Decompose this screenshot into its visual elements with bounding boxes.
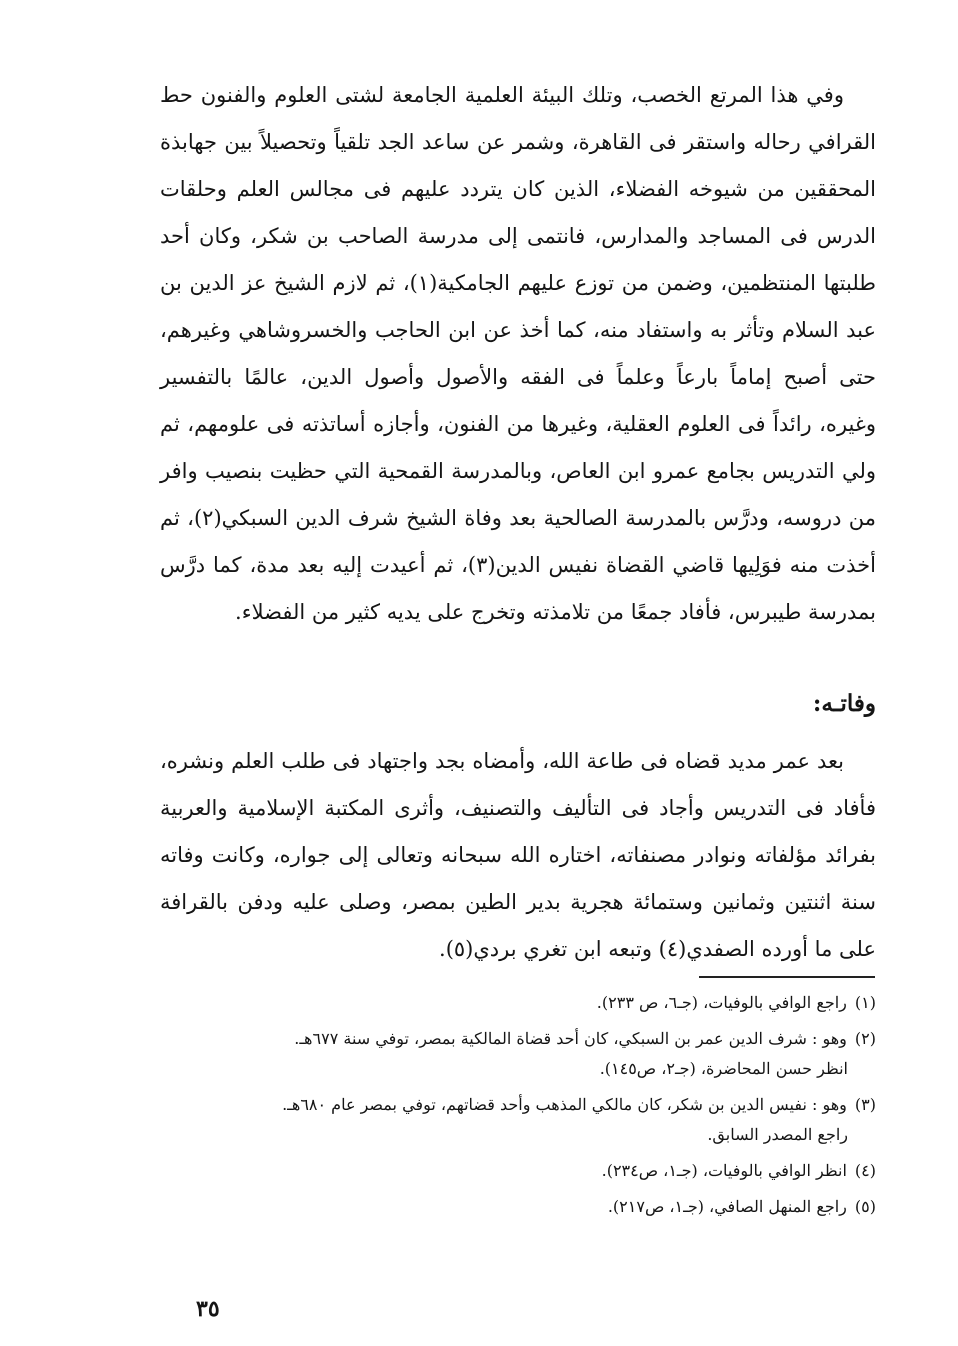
footnote-text: وهو : نفيس الدين بن شكر، كان مالكي المذهب وأحد قضاتهم، توفي بمصر عام ٦٨٠هـ. — [282, 1095, 847, 1114]
death-section — [160, 738, 876, 973]
footnote-number: (١) — [854, 993, 876, 1012]
footnote-number: (٤) — [854, 1161, 876, 1180]
death-paragraph: بعد عمر مديد قضاه فى طاعة الله، وأمضاه بجد واجتهاد فى طلب العلم ونشره، فأفاد فى التدريس وأجاد فى التأليف والتصنيف، وأثرى المكتبة الإسلامية والعربية بفرائد مؤلفاته ونوادر مصنفاته، اختاره الله سبحانه وتعالى إلى جواره، وكانت وفاته سنة اثنتين وثمانين وستمائة هجرية بدير الطين بمصر، وصلى عليه ودفن بالقرافة على ما أورده الصفدي(٤) وتبعه ابن تغري بردي(٥). — [160, 749, 876, 961]
footnote-text: راجع المنهل الصافي، (جـ١، ص٢١٧). — [607, 1197, 847, 1216]
footnote-number: (٥) — [854, 1197, 876, 1216]
footnote-separator — [699, 976, 875, 978]
page-number: ٣٥ — [196, 1296, 220, 1322]
footnote-text: انظر الوافي بالوفيات، (جـ١، ص٢٣٤). — [601, 1161, 847, 1180]
footnote-number: (٢) — [854, 1029, 876, 1048]
footnote-1 — [160, 988, 876, 1018]
footnote-text: راجع الوافي بالوفيات، (جـ٦، ص ٢٣٣). — [596, 993, 847, 1012]
intro-paragraph: وفي هذا المرتع الخصب، وتلك البيئة العلمية الجامعة لشتى العلوم والفنون حط القرافي رحاله واستقر فى القاهرة، وشمر عن ساعد الجد تلقياً وتحصيلاً بين جهابذة المحققين من شيوخه الفضلاء، الذين كان يتردد عليهم فى مجالس العلم وحلقات الدرس فى المساجد والمدارس، فانتمى إلى مدرسة الصاحب بن شكر، وكان أحد طلبتها المنتظمين، وضمن من توزع عليهم الجامكية(١)، ثم لازم الشيخ عز الدين بن عبد السلام وتأثر به واستفاد منه، كما أخذ عن ابن الحاجب والخسروشاهي وغيرهم، حتى أصبح إماماً بارعاً وعلماً فى الفقه والأصول وأصول الدين، عالمًا بالتفسير وغيره، رائداً فى العلوم العقلية، وغيرها من الفنون، وأجازه أساتذته فى علومهم، ثم ولي التدريس بجامع عمرو ابن العاص، وبالمدرسة القمحية التي حظيت بنصيب وافر من دروسه، ودرَّس بالمدرسة الصالحية بعد وفاة الشيخ شرف الدين السبكي(٢)، ثم أخذت منه فوَلِيها قاضي القضاة نفيس الدين(٣)، ثم أعيدت إليه بعد مدة، كما درَّس بمدرسة طيبرس، فأفاد جمعًا من تلامذته وتخرج على يديه كثير من الفضلاء. — [160, 83, 877, 624]
footnote-reference: انظر حسن المحاضرة، (جـ٢، ص١٤٥). — [599, 1059, 848, 1078]
footnote-number: (٣) — [854, 1095, 876, 1114]
section-heading-death: وفاتـه: — [812, 690, 876, 717]
footnote-5 — [160, 1192, 876, 1222]
footnotes-list — [160, 988, 876, 1228]
footnote-text: وهو : شرف الدين عمر بن السبكي، كان أحد قضاة المالكية بمصر، توفي سنة ٦٧٧هـ. — [294, 1029, 847, 1048]
footnote-2 — [160, 1024, 876, 1084]
footnote-3 — [160, 1090, 876, 1150]
footnote-reference: راجع المصدر السابق. — [707, 1125, 848, 1144]
intro-section — [160, 72, 876, 636]
footnote-4 — [160, 1156, 876, 1186]
